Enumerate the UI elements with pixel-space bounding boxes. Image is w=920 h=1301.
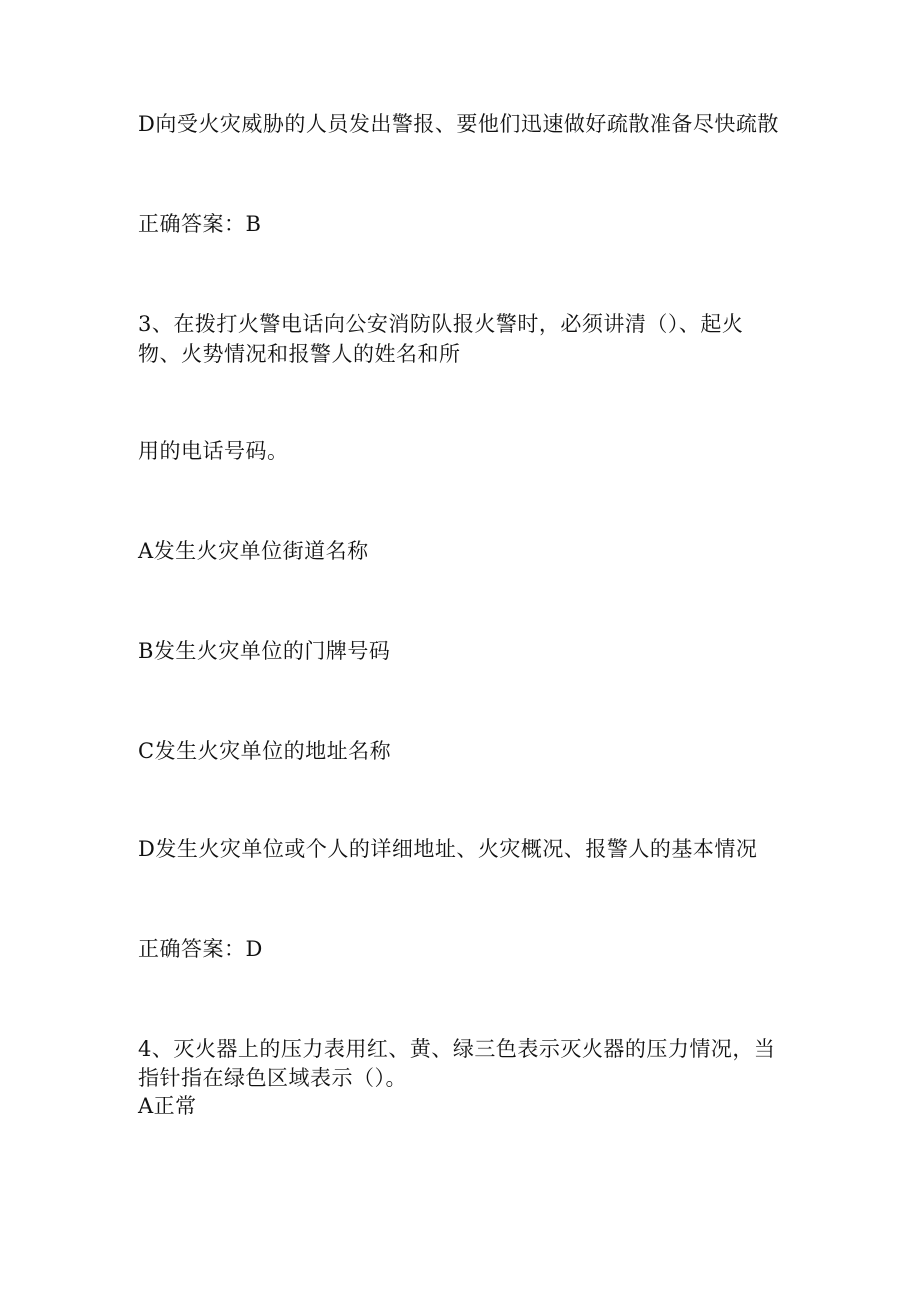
q3-option-c: C发生火灾单位的地址名称 <box>138 739 392 763</box>
q4-stem-line2: 指针指在绿色区域表示（）。 <box>138 1066 407 1090</box>
q3-answer: 正确答案：D <box>138 937 263 961</box>
q3-stem-line1: 3、在拨打火警电话向公安消防队报火警时，必须讲清（）、起火 <box>138 312 744 336</box>
q4-stem-line1: 4、灭火器上的压力表用红、黄、绿三色表示灭火器的压力情况，当 <box>138 1037 776 1061</box>
q3-option-b: B发生火灾单位的门牌号码 <box>138 639 391 663</box>
q3-stem-line3: 用的电话号码。 <box>138 439 289 463</box>
q3-option-a: A发生火灾单位街道名称 <box>138 539 369 563</box>
q3-option-d: D发生火灾单位或个人的详细地址、火灾概况、报警人的基本情况 <box>138 837 758 861</box>
q2-option-d: D向受火灾威胁的人员发出警报、要他们迅速做好疏散准备尽快疏散 <box>138 112 779 136</box>
q3-stem-line2: 物、火势情况和报警人的姓名和所 <box>138 342 461 366</box>
q2-answer: 正确答案：B <box>138 212 262 236</box>
q4-option-a: A正常 <box>138 1094 197 1118</box>
